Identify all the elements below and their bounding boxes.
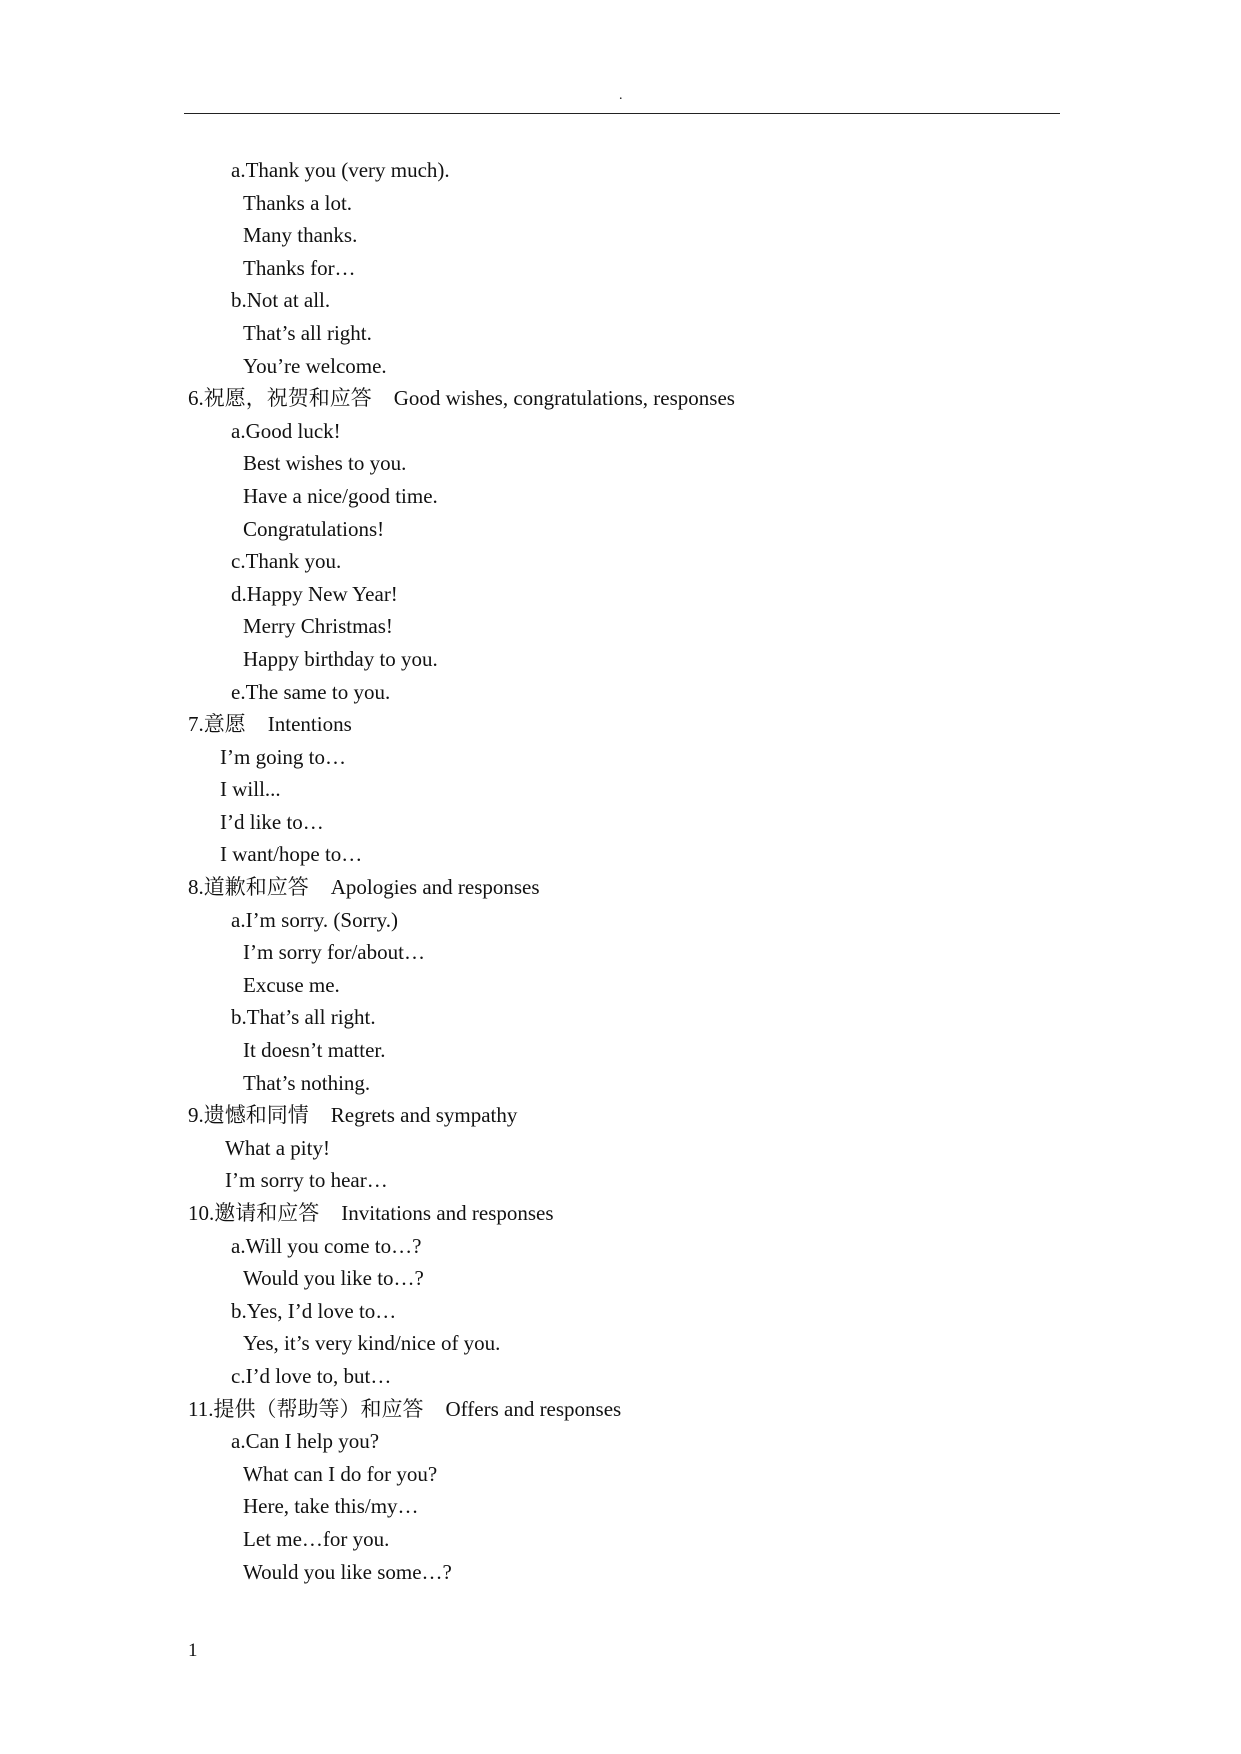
page-number: 1	[188, 1640, 198, 1661]
expression-line: b.That’s all right.	[231, 1005, 376, 1030]
section-heading	[188, 708, 1068, 741]
document-body	[188, 154, 1068, 1588]
expression-line: c.I’d love to, but…	[231, 1363, 392, 1388]
expression-line: Many thanks.	[243, 223, 358, 248]
expression-line: I want/hope to…	[220, 842, 363, 867]
expression-line: Here, take this/my…	[243, 1494, 419, 1519]
expression-line: Congratulations!	[243, 516, 385, 541]
expression-line: e.The same to you.	[231, 679, 391, 704]
expression-line: d.Happy New Year!	[231, 581, 398, 606]
expression-line: That’s all right.	[243, 320, 372, 345]
expression-line: a.Good luck!	[231, 418, 341, 443]
expression-line: I’m going to…	[220, 744, 346, 769]
section-heading-en: Offers and responses	[445, 1396, 622, 1421]
expression-line: You’re welcome.	[243, 353, 387, 378]
expression-line: Merry Christmas!	[243, 614, 393, 639]
expression-line: I’m sorry for/about…	[243, 940, 425, 965]
expression-line: I’m sorry to hear…	[225, 1168, 388, 1193]
section-heading	[188, 1393, 1068, 1426]
section-heading	[188, 1197, 1068, 1230]
section-heading-zh: 10.邀请和应答	[188, 1201, 320, 1225]
expression-line: What can I do for you?	[243, 1461, 438, 1486]
expression-line: c.Thank you.	[231, 549, 342, 574]
expression-line: Excuse me.	[243, 972, 340, 997]
expression-line: It doesn’t matter.	[243, 1038, 386, 1063]
section-heading-zh: 7.意愿	[188, 712, 246, 737]
header-mark: .	[619, 88, 623, 103]
expression-line: a.Can I help you?	[231, 1429, 380, 1454]
expression-line: Let me…for you.	[243, 1526, 390, 1551]
expression-line: a.Thank you (very much).	[231, 158, 450, 182]
section-heading-zh: 11.提供（帮助等）和应答	[188, 1396, 424, 1421]
expression-line: What a pity!	[225, 1135, 330, 1160]
header-rule	[184, 113, 1060, 114]
expression-line: a.Will you come to…?	[231, 1233, 422, 1258]
expression-line: Best wishes to you.	[243, 451, 407, 476]
section-heading-en: Good wishes, congratulations, responses	[393, 386, 735, 411]
expression-line: Have a nice/good time.	[243, 483, 438, 508]
expression-line: That’s nothing.	[243, 1070, 371, 1095]
expression-line: Would you like some…?	[243, 1559, 452, 1584]
section-heading-en: Intentions	[267, 712, 352, 737]
expression-line: b.Yes, I’d love to…	[231, 1298, 397, 1323]
expression-line: a.I’m sorry. (Sorry.)	[231, 907, 398, 932]
section-heading-zh: 6.祝愿，祝贺和应答	[188, 386, 372, 411]
expression-line: Would you like to…?	[243, 1266, 424, 1291]
expression-line: I’d like to…	[220, 809, 324, 834]
section-heading	[188, 382, 1068, 415]
section-heading-zh: 9.遗憾和同情	[188, 1103, 309, 1128]
expression-line: b.Not at all.	[231, 288, 331, 313]
section-heading	[188, 871, 1068, 904]
expression-line: I will...	[220, 777, 281, 802]
section-heading-en: Apologies and responses	[330, 875, 540, 900]
section-heading-en: Invitations and responses	[341, 1201, 554, 1225]
expression-line: Thanks a lot.	[243, 190, 353, 215]
expression-line: Yes, it’s very kind/nice of you.	[243, 1331, 501, 1356]
expression-line: Happy birthday to you.	[243, 646, 438, 671]
section-heading	[188, 1099, 1068, 1132]
expression-line: Thanks for…	[243, 255, 356, 280]
section-heading-zh: 8.道歉和应答	[188, 875, 309, 900]
section-heading-en: Regrets and sympathy	[330, 1103, 518, 1128]
